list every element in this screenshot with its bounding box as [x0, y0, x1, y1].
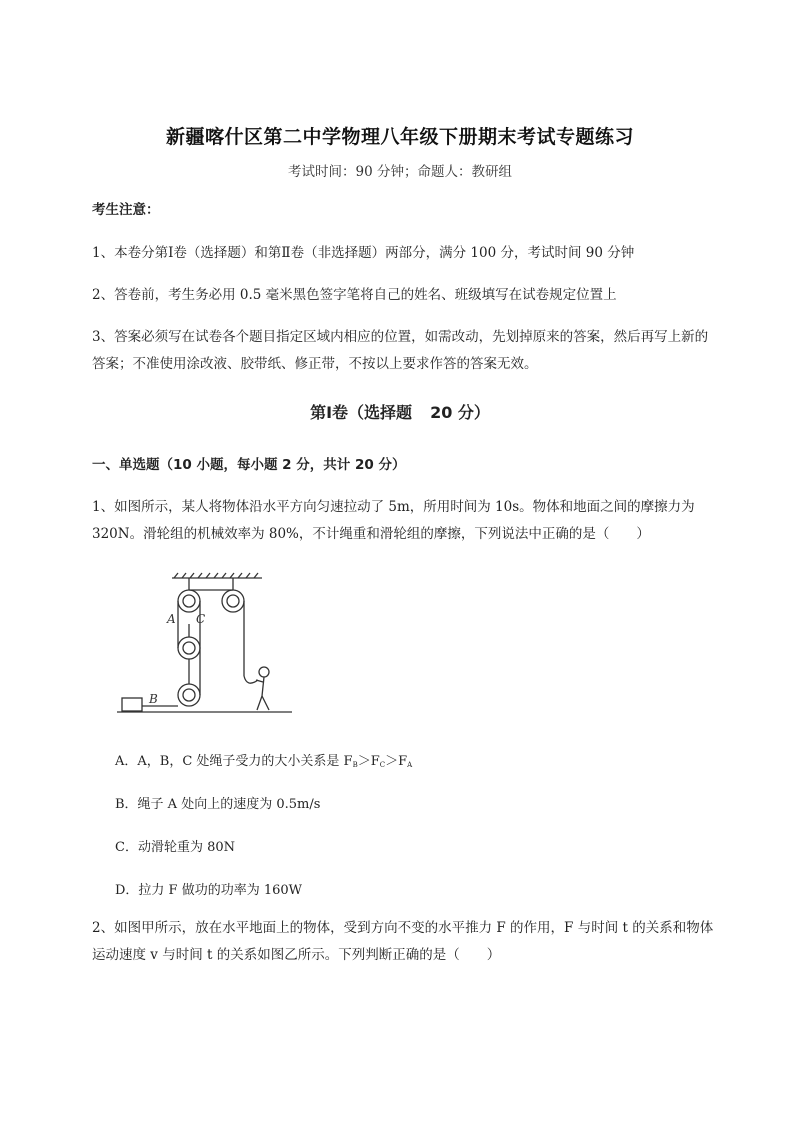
- label-b: B: [149, 692, 158, 706]
- label-c: C: [196, 612, 206, 626]
- question-1-option-c: C．动滑轮重为 80N: [115, 840, 235, 855]
- movable-pulley-upper: [178, 637, 200, 659]
- block-object: [122, 698, 142, 711]
- question-1-option-d: D．拉力 F 做功的功率为 160W: [115, 883, 303, 898]
- part-heading: 一、单选题（10 小题，每小题 2 分，共计 20 分）: [92, 457, 406, 473]
- person-figure: [259, 667, 269, 677]
- notice-item-3: 3、答案必须写在试卷各个题目指定区域内相应的位置，如需改动，先划掉原来的答案，然后再写上新的答案；不准使用涂改液、胶带纸、修正带，不按以上要求作答的答案无效。: [92, 329, 709, 372]
- pulley-diagram: [112, 568, 312, 723]
- exam-meta: 考试时间：90 分钟；命题人：教研组: [288, 164, 512, 180]
- question-1-option-b: B．绳子 A 处向上的速度为 0.5m/s: [115, 797, 321, 812]
- fixed-pulley-right: [222, 590, 244, 612]
- notice-item-1: 1、本卷分第Ⅰ卷（选择题）和第Ⅱ卷（非选择题）两部分，满分 100 分，考试时间 90 分钟: [92, 245, 635, 261]
- notice-heading: 考生注意：: [92, 202, 160, 218]
- question-1-option-a: A．A，B，C 处绳子受力的大小关系是 $F_B>F_C>F_A$: [115, 754, 413, 769]
- section-title-left: 第Ⅰ卷（选择题: [310, 403, 413, 422]
- ceiling-hatch: [174, 573, 258, 578]
- label-a: A: [167, 612, 176, 626]
- notice-item-2: 2、答卷前，考生务必用 0.5 毫米黑色签字笔将自己的姓名、班级填写在试卷规定位置上: [92, 287, 617, 303]
- question-1-stem: 1、如图所示，某人将物体沿水平方向匀速拉动了 5m，所用时间为 10s。物体和地面之间的摩擦力为 320N。滑轮组的机械效率为 80%，不计绳重和滑轮组的摩擦，下列说法中正确的是（ ）: [92, 499, 695, 542]
- movable-pulley-lower: [178, 684, 200, 706]
- section-title: [0, 400, 800, 423]
- section-title-right: 20 分）: [430, 403, 490, 422]
- question-2-stem: 2、如图甲所示，放在水平地面上的物体，受到方向不变的水平推力 F 的作用，F 与时间 t 的关系和物体运动速度 v 与时间 t 的关系如图乙所示。下列判断正确的是（ ）: [92, 920, 714, 963]
- fixed-pulley-left: [178, 590, 200, 612]
- page-title: 新疆喀什区第二中学物理八年级下册期末考试专题练习: [165, 126, 634, 148]
